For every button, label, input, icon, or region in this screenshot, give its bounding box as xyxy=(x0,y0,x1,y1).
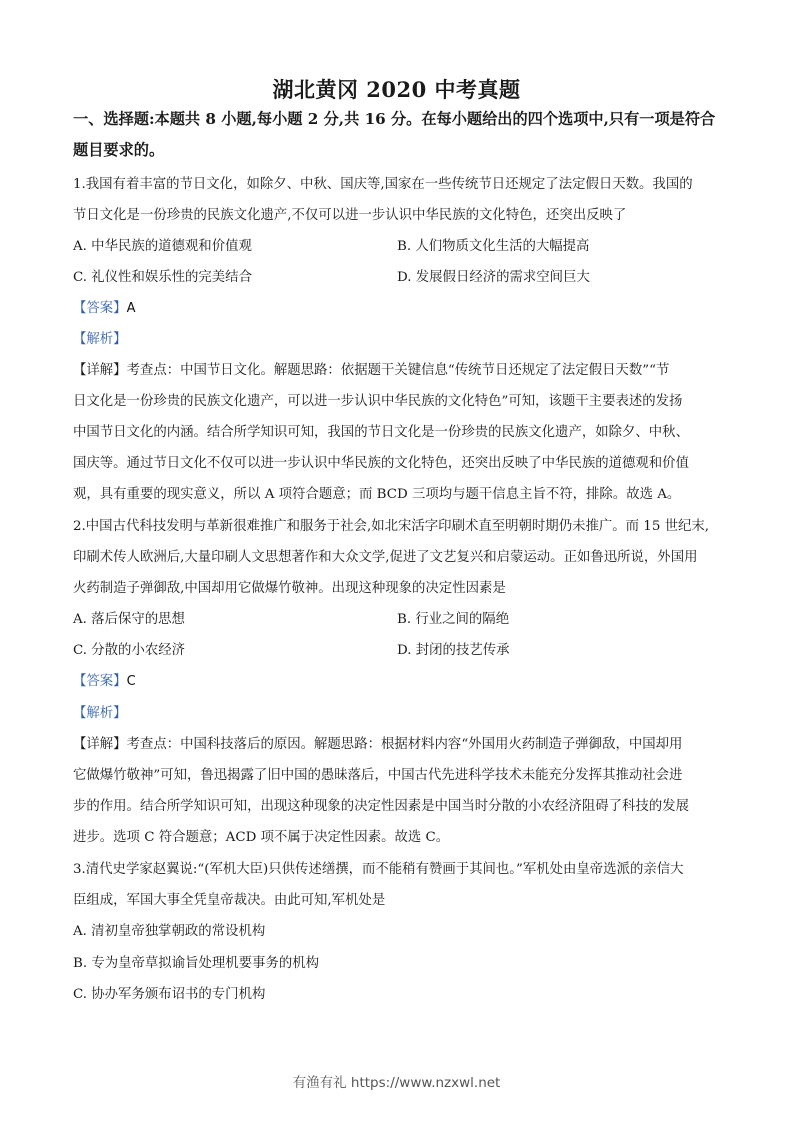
analysis-label: 【解析】 xyxy=(73,706,127,721)
option-b: B. 行业之间的隔绝 xyxy=(397,612,510,627)
answer-label: 【答案】 xyxy=(73,674,127,689)
detail-text: 考查点：中国节日文化。解题思路：依据题干关键信息“传统节日还规定了法定假日天数”“节 xyxy=(126,363,670,378)
option-c: C. 礼仪性和娱乐性的完美结合 xyxy=(73,270,252,285)
detail-line: 日文化是一份珍贵的民族文化遗产，可以进一步认识中华民族的文化特色”可知，该题干主要表述的发扬 xyxy=(73,394,683,409)
question-stem-line: 2.中国古代科技发明与革新很难推广和服务于社会,如北宋活字印刷术直至明朝时期仍未推广。而 15 世纪末, xyxy=(73,519,710,534)
option-b: B. 专为皇帝草拟谕旨处理机要事务的机构 xyxy=(73,956,319,971)
section-heading-line-2: 题目要求的。 xyxy=(73,141,165,159)
option-a: A. 落后保守的思想 xyxy=(73,612,185,627)
option-b: B. 人们物质文化生活的大幅提高 xyxy=(397,239,590,254)
detail-label: 【详解】 xyxy=(73,363,127,378)
detail-line: 中国节日文化的内涵。结合所学知识可知，我国的节日文化是一份珍贵的民族文化遗产，如除夕、中秋、 xyxy=(73,425,689,440)
detail-line xyxy=(73,359,669,378)
footer-watermark: 有渔有礼 https://www.nzxwl.net xyxy=(292,1075,501,1091)
detail-label: 【详解】 xyxy=(73,737,127,752)
detail-line: 进步。选项 C 符合题意；ACD 项不属于决定性因素。故选 C。 xyxy=(73,830,450,845)
option-a: A. 清初皇帝独掌朝政的常设机构 xyxy=(73,924,266,939)
option-c: C. 分散的小农经济 xyxy=(73,643,186,658)
page-title: 湖北黄冈 2020 中考真题 xyxy=(272,77,521,102)
option-a: A. 中华民族的道德观和价值观 xyxy=(73,239,252,254)
option-d: D. 发展假日经济的需求空间巨大 xyxy=(397,270,590,285)
analysis-label: 【解析】 xyxy=(73,332,127,347)
detail-line: 国庆等。通过节日文化不仅可以进一步认识中华民族的文化特色，还突出反映了中华民族的道德观和价值 xyxy=(73,456,689,471)
detail-line xyxy=(73,733,682,752)
detail-line: 观，具有重要的现实意义，所以 A 项符合题意；而 BCD 三项均与题干信息主旨不符，排除。故选 A。 xyxy=(73,487,681,502)
answer-value: C xyxy=(126,674,136,689)
section-heading-line-1: 一、选择题:本题共 8 小题,每小题 2 分,共 16 分。在每小题给出的四个选项中,只有一项是符合 xyxy=(73,110,716,128)
detail-line: 它做爆竹敬神”可知，鲁迅揭露了旧中国的愚昧落后，中国古代先进科学技术未能充分发挥其推动社会进 xyxy=(73,768,683,783)
detail-text: 考查点：中国科技落后的原因。解题思路：根据材料内容“外国用火药制造子弹御敌，中国却用 xyxy=(126,737,683,752)
question-stem-line: 节日文化是一份珍贵的民族文化遗产,不仅可以进一步认识中华民族的文化特色，还突出反映了 xyxy=(73,208,627,223)
answer-row xyxy=(73,297,135,316)
question-stem-line: 3.清代史学家赵翼说:“(军机大臣)只供传述缮撰，而不能稍有赞画于其间也。”军机处由皇帝选派的亲信大 xyxy=(73,862,684,877)
answer-label: 【答案】 xyxy=(73,301,127,316)
question-stem-line: 印刷术传人欧洲后,大量印刷人文思想著作和大众文学,促进了文艺复兴和启蒙运动。正如鲁迅所说，外国用 xyxy=(73,550,698,565)
detail-line: 步的作用。结合所学知识可知，出现这种现象的决定性因素是中国当时分散的小农经济阻碍了科技的发展 xyxy=(73,799,689,814)
answer-value: A xyxy=(126,301,136,316)
question-stem-line: 火药制造子弹御敌,中国却用它做爆竹敬神。出现这种现象的决定性因素是 xyxy=(73,581,506,596)
question-stem-line: 1.我国有着丰富的节日文化，如除夕、中秋、国庆等,国家在一些传统节日还规定了法定假日天数。我国的 xyxy=(73,177,693,192)
answer-row xyxy=(73,670,136,689)
option-c: C. 协办军务颁布诏书的专门机构 xyxy=(73,987,266,1002)
question-stem-line: 臣组成，军国大事全凭皇帝裁决。由此可知,军机处是 xyxy=(73,893,386,908)
option-d: D. 封闭的技艺传承 xyxy=(397,643,510,658)
